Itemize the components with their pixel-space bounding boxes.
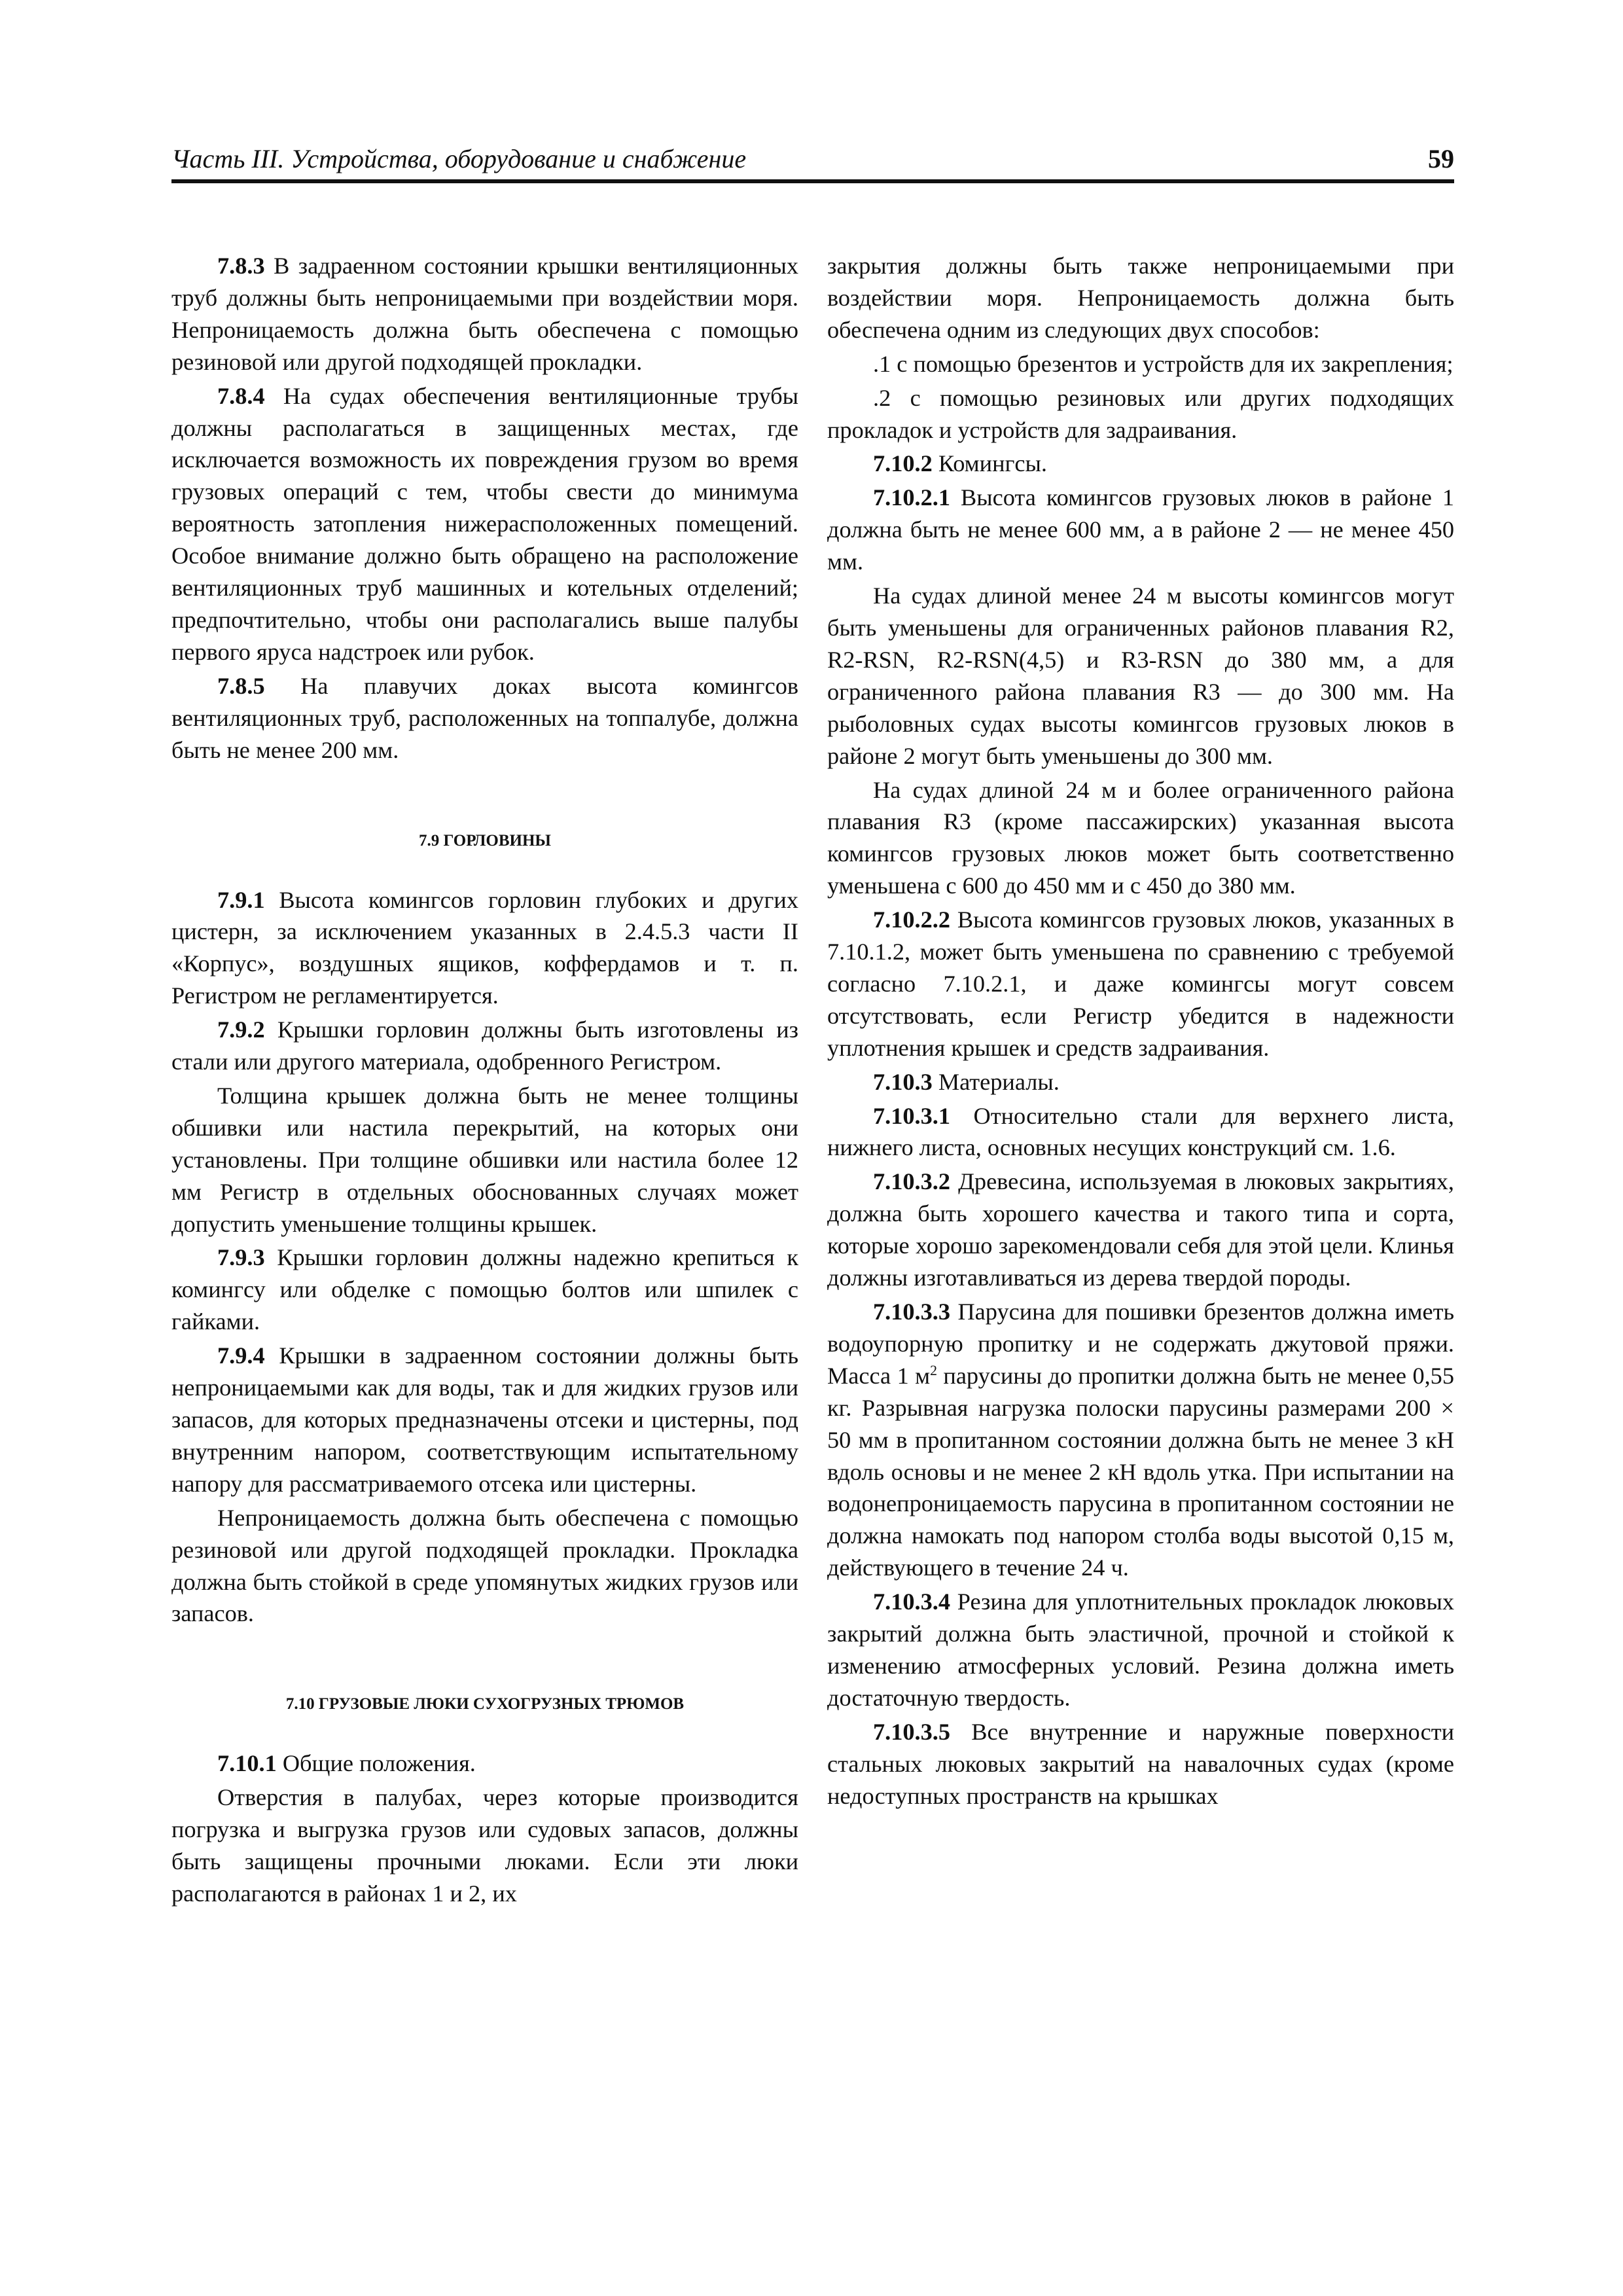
paragraph-7-9-1 bbox=[171, 884, 798, 1013]
paragraph-text: Крышки горловин должны надежно крепиться к комингсу или обделке с помощью болтов или шпилек с гайками. bbox=[171, 1244, 798, 1335]
clause-number: 7.10.3.1 bbox=[873, 1102, 950, 1129]
clause-number: 7.9.4 bbox=[217, 1342, 265, 1369]
left-column bbox=[171, 250, 798, 1912]
paragraph-text: На плавучих доках высота комингсов вентиляционных труб, расположенных на топпалубе, должна быть не менее 200 мм. bbox=[171, 672, 798, 763]
clause-number: 7.10.2.1 bbox=[873, 484, 950, 511]
paragraph-7-10-3-4 bbox=[827, 1586, 1454, 1714]
paragraph-7-9-4 bbox=[171, 1340, 798, 1500]
paragraph-text: Крышки горловин должны быть изготовлены из стали или другого материала, одобренного Регистром. bbox=[171, 1016, 798, 1075]
page-header bbox=[171, 145, 1454, 183]
list-item-2: .2 с помощью резиновых или других подходящих прокладок и устройств для задраивания. bbox=[827, 384, 1454, 443]
paragraph-7-10-3 bbox=[827, 1066, 1454, 1098]
paragraph-text: Все внутренние и наружные поверхности стальных люковых закрытий на навалочных судах (кроме недоступных пространств на крышках bbox=[827, 1718, 1454, 1809]
running-title: Часть III. Устройства, оборудование и снабжение bbox=[171, 144, 747, 173]
paragraph-7-8-5 bbox=[171, 670, 798, 766]
section-heading-7-9: 7.9 ГОРЛОВИНЫ bbox=[419, 831, 551, 850]
clause-number: 7.8.4 bbox=[217, 382, 265, 409]
clause-number: 7.9.3 bbox=[217, 1244, 265, 1271]
paragraph-text: Высота комингсов горловин глубоких и других цистерн, за исключением указанных в 2.4.5.3 части II «Корпус», воздушных ящиков, коффердамов и т. п. Регистром не регламентируется. bbox=[171, 886, 798, 1009]
paragraph-7-10-2 bbox=[827, 448, 1454, 480]
section-heading-7-10: 7.10 ГРУЗОВЫЕ ЛЮКИ СУХОГРУЗНЫХ ТРЮМОВ bbox=[285, 1695, 685, 1713]
paragraph-7-10-3-5 bbox=[827, 1716, 1454, 1812]
paragraph-text: Высота комингсов грузовых люков, указанных в 7.10.1.2, может быть уменьшена по сравнению с требуемой согласно 7.10.2.1, и даже комингсы могут совсем отсутствовать, если Регистр убедится в надежности уплотнения крышек и средств задраивания. bbox=[827, 906, 1454, 1061]
clause-number: 7.10.3 bbox=[873, 1068, 933, 1095]
clause-number: 7.9.2 bbox=[217, 1016, 265, 1043]
paragraph-7-8-4 bbox=[171, 380, 798, 668]
paragraph-7-10-3-2 bbox=[827, 1166, 1454, 1294]
paragraph-text: Комингсы. bbox=[932, 450, 1047, 477]
clause-number: 7.10.3.5 bbox=[873, 1718, 950, 1745]
paragraph-short-ships: На судах длиной менее 24 м высоты комингсов могут быть уменьшены для ограниченных районов плавания R2, R2-RSN, R2-RSN(4,5) и R3-RSN до 380 мм, а для ограниченного района плавания R3 — до 300 мм. На рыболовных судах высоты комингсов грузовых люков в районе 2 могут быть уменьшены до 300 мм. bbox=[827, 583, 1454, 769]
clause-number: 7.9.1 bbox=[217, 886, 265, 913]
paragraph-continuation: закрытия должны быть также непроницаемыми при воздействии моря. Непроницаемость должна быть обеспечена одним из следующих двух способов: bbox=[827, 253, 1454, 343]
paragraph-long-ships: На судах длиной 24 м и более ограниченного района плавания R3 (кроме пассажирских) указанная высота комингсов грузовых люков может быть соответственно уменьшена с 600 до 450 мм и с 450 до 380 мм. bbox=[827, 776, 1454, 899]
paragraph-7-10-3-1 bbox=[827, 1100, 1454, 1164]
paragraph-text: В задраенном состоянии крышки вентиляционных труб должны быть непроницаемыми при воздействии моря. Непроницаемость должна быть обеспечена с помощью резиновой или другой подходящей прокладки. bbox=[171, 253, 798, 375]
clause-number: 7.10.2 bbox=[873, 450, 933, 477]
right-column bbox=[827, 250, 1454, 1814]
paragraph-text: Древесина, используемая в люковых закрытиях, должна быть хорошего качества и такого типа и сорта, которые хорошо зарекомендовали себя для этой цели. Клинья должны изготавливаться из дерева твердой породы. bbox=[827, 1168, 1454, 1291]
list-item-1: .1 с помощью брезентов и устройств для их закрепления; bbox=[873, 350, 1454, 377]
paragraph-7-10-2-1 bbox=[827, 482, 1454, 578]
paragraph-thickness: Толщина крышек должна быть не менее толщины обшивки или настила перекрытий, на которых они установлены. При толщине обшивки или настила более 12 мм Регистр в отдельных обоснованных случаях может допустить уменьшение толщины крышек. bbox=[171, 1082, 798, 1237]
paragraph-text: Относительно стали для верхнего листа, нижнего листа, основных несущих конструкций см. 1.6. bbox=[827, 1102, 1454, 1161]
paragraph-text: На судах обеспечения вентиляционные трубы должны располагаться в защищенных местах, где исключается возможность их повреждения грузом во время грузовых операций с тем, чтобы свести до минимума вероятность затопления нижерасположенных помещений. Особое внимание должно быть обращено на расположение вентиляционных труб машинных и котельных отделений; предпочтительно, чтобы они располагались выше палубы первого яруса надстроек или рубок. bbox=[171, 382, 798, 665]
paragraph-text: Высота комингсов грузовых люков в районе 1 должна быть не менее 600 мм, а в районе 2 — не менее 450 мм. bbox=[827, 484, 1454, 575]
paragraph-text: Крышки в задраенном состоянии должны быть непроницаемыми как для воды, так и для жидких грузов или запасов, для которых предназначены отсеки и цистерны, под внутренним напором, соответствующим испытательному напору для рассматриваемого отсека или цистерны. bbox=[171, 1342, 798, 1497]
clause-number: 7.10.3.2 bbox=[873, 1168, 950, 1195]
clause-number: 7.10.1 bbox=[217, 1750, 277, 1777]
paragraph-text: парусины до пропитки должна быть не менее 0,55 кг. Разрывная нагрузка полоски парусины размерами 200 × 50 мм в пропитанном состоянии должна быть не менее 3 кН вдоль основы и не менее 2 кН вдоль утка. При испытании на водонепроницаемость парусина в пропитанном состоянии не должна намокать под напором столба воды высотой 0,15 м, действующего в течение 24 ч. bbox=[827, 1362, 1454, 1581]
clause-number: 7.8.5 bbox=[217, 672, 265, 699]
clause-number: 7.10.3.4 bbox=[873, 1588, 950, 1615]
paragraph-7-10-3-3 bbox=[827, 1296, 1454, 1584]
paragraph-7-10-1 bbox=[171, 1748, 798, 1780]
page-number: 59 bbox=[1428, 144, 1454, 173]
paragraph-tightness: Непроницаемость должна быть обеспечена с помощью резиновой или другой подходящей прокладки. Прокладка должна быть стойкой в среде упомянутых жидких грузов или запасов. bbox=[171, 1504, 798, 1627]
clause-number: 7.8.3 bbox=[217, 253, 265, 279]
paragraph-text: Материалы. bbox=[932, 1068, 1060, 1095]
paragraph-7-9-2 bbox=[171, 1014, 798, 1078]
superscript: 2 bbox=[930, 1362, 937, 1378]
paragraph-text: Общие положения. bbox=[276, 1750, 476, 1777]
clause-number: 7.10.3.3 bbox=[873, 1299, 950, 1325]
paragraph-7-10-2-2 bbox=[827, 904, 1454, 1064]
paragraph-7-9-3 bbox=[171, 1242, 798, 1338]
paragraph-text: Резина для уплотнительных прокладок люковых закрытий должна быть эластичной, прочной и стойкой к изменению атмосферных условий. Резина должна иметь достаточную твердость. bbox=[827, 1588, 1454, 1711]
clause-number: 7.10.2.2 bbox=[873, 906, 950, 933]
paragraph-7-8-3 bbox=[171, 250, 798, 378]
paragraph-openings: Отверстия в палубах, через которые производится погрузка и выгрузка грузов или судовых запасов, должны быть защищены прочными люками. Если эти люки располагаются в районах 1 и 2, их bbox=[171, 1784, 798, 1907]
paragraph-text: Парусина для пошивки брезентов должна иметь водоупорную пропитку и не содержать джутовой пряжи. Масса 1 м bbox=[827, 1299, 1454, 1389]
